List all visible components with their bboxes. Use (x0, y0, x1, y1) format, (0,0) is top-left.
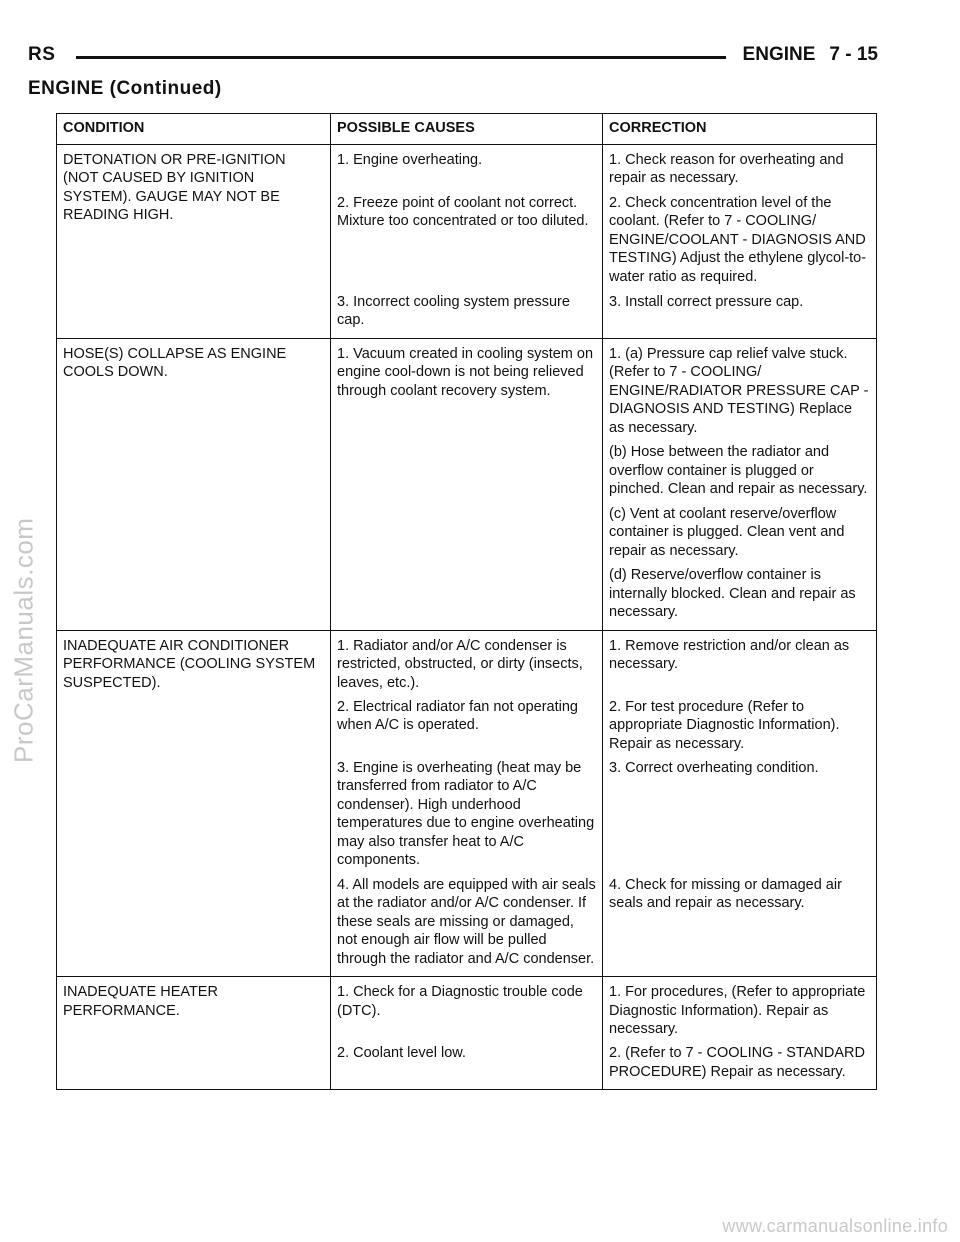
table-row (57, 144, 877, 338)
correction-entry: (b) Hose between the radiator and overflow container is plugged or pinched. Clean and repair as necessary. (609, 444, 868, 497)
correction-entry: 3. Install correct pressure cap. (609, 293, 804, 310)
correction-cell (603, 630, 877, 977)
cause-entry: 4. All models are equipped with air seals at the radiator and/or A/C condenser. If these seals are missing or damaged, not enough air flow will be pulled through the radiator and A/C condenser. (337, 876, 596, 967)
diagnosis-table (56, 113, 877, 1090)
cause-entry: 1. Vacuum created in cooling system on engine cool-down is not being relieved through coolant recovery system. (337, 345, 594, 399)
cause-entry: 1. Check for a Diagnostic trouble code (DTC). (337, 984, 583, 1019)
correction-cell (603, 338, 877, 630)
cause-entry: 3. Incorrect cooling system pressure cap. (337, 293, 570, 328)
footer-watermark: www.carmanualsonline.info (722, 1216, 948, 1236)
correction-entry: 1. (a) Pressure cap relief valve stuck. (Refer to 7 - COOLING/ ENGINE/RADIATOR PRESSURE CAP - DIAGNOSIS AND TESTING) Replace as necessary. (609, 345, 869, 436)
section-title: ENGINE (Continued) (28, 78, 222, 99)
table-header-row (57, 114, 877, 145)
correction-entry: 2. For test procedure (Refer to appropriate Diagnostic Information). Repair as necessary. (609, 698, 840, 752)
condition-cell: INADEQUATE AIR CONDITIONER PERFORMANCE (COOLING SYSTEM SUSPECTED). (57, 630, 331, 977)
cause-entry: 1. Radiator and/or A/C condenser is restricted, obstructed, or dirty (insects, leaves, etc.). (337, 637, 583, 691)
correction-entry: 3. Correct overheating condition. (609, 759, 819, 776)
header-right (743, 44, 878, 66)
correction-entry: (c) Vent at coolant reserve/overflow container is plugged. Clean vent and repair as necessary. (609, 505, 845, 559)
condition-cell: DETONATION OR PRE-IGNITION (NOT CAUSED BY IGNITION SYSTEM). GAUGE MAY NOT BE READING HIGH. (57, 144, 331, 338)
header-rule (76, 56, 726, 59)
table-row (57, 630, 877, 977)
table-row (57, 977, 877, 1090)
cause-entry: 2. Electrical radiator fan not operating when A/C is operated. (337, 698, 578, 733)
column-header-condition: CONDITION (57, 114, 331, 145)
correction-entry: 2. (Refer to 7 - COOLING - STANDARD PROCEDURE) Repair as necessary. (609, 1045, 865, 1080)
cause-entry: 3. Engine is overheating (heat may be transferred from radiator to A/C condenser). High underhood temperatures due to engine overheating may also transfer heat to A/C components. (337, 759, 595, 868)
causes-cell (331, 630, 603, 977)
causes-cell (331, 144, 603, 338)
causes-cell (331, 977, 603, 1090)
correction-entry: 1. Check reason for overheating and repair as necessary. (609, 151, 844, 186)
section-name: ENGINE (742, 44, 816, 65)
side-watermark: ProCarManuals.com (8, 517, 39, 763)
condition-cell: HOSE(S) COLLAPSE AS ENGINE COOLS DOWN. (57, 338, 331, 630)
column-header-correction: CORRECTION (603, 114, 877, 145)
cause-entry: 2. Coolant level low. (337, 1045, 466, 1061)
condition-cell: INADEQUATE HEATER PERFORMANCE. (57, 977, 331, 1090)
causes-cell (331, 338, 603, 630)
correction-entry: 1. For procedures, (Refer to appropriate Diagnostic Information). Repair as necessary. (609, 984, 866, 1037)
correction-entry: 4. Check for missing or damaged air seals and repair as necessary. (609, 876, 842, 911)
correction-entry: 1. Remove restriction and/or clean as necessary. (609, 637, 850, 672)
correction-entry: 2. Check concentration level of the coolant. (Refer to 7 - COOLING/ ENGINE/COOLANT - DIAGNOSIS AND TESTING) Adjust the ethylene glycol-to-water ratio as required. (609, 194, 867, 285)
correction-cell (603, 977, 877, 1090)
cause-entry: 2. Freeze point of coolant not correct. Mixture too concentrated or too diluted. (337, 194, 589, 229)
correction-entry: (d) Reserve/overflow container is internally blocked. Clean and repair as necessary. (609, 567, 856, 620)
column-header-causes: POSSIBLE CAUSES (331, 114, 603, 145)
vehicle-code: RS (28, 44, 56, 65)
correction-cell (603, 144, 877, 338)
cause-entry: 1. Engine overheating. (337, 151, 483, 168)
table-row (57, 338, 877, 630)
page-header (28, 40, 878, 72)
page-number: 7 - 15 (829, 44, 878, 65)
